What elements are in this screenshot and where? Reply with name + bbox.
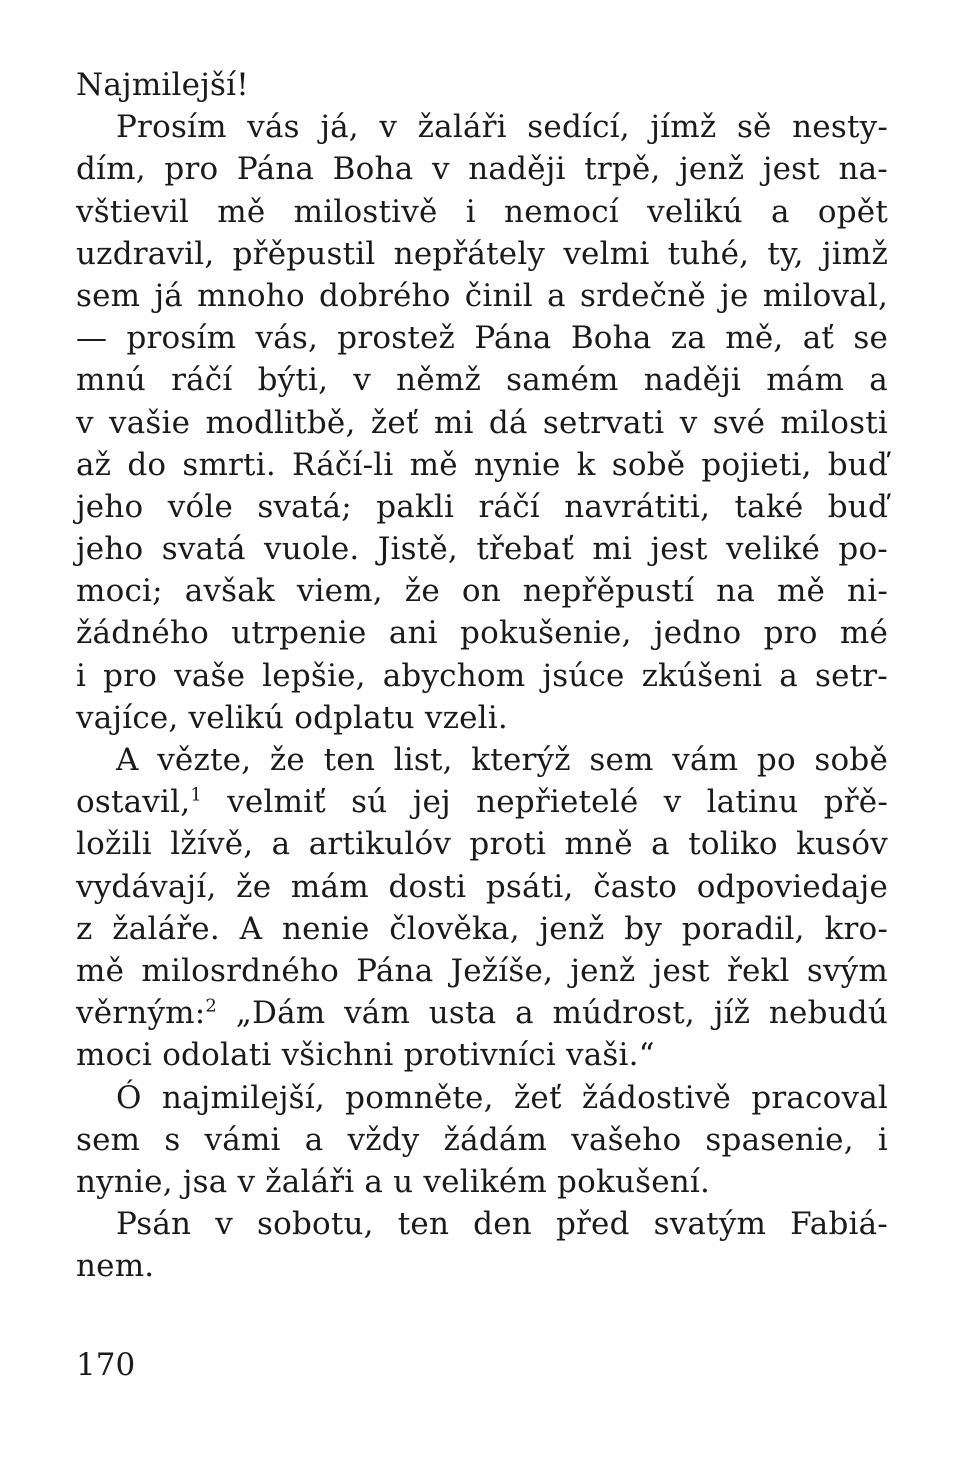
text-line: vydávají, že mám dosti psáti, často odpoviedaje: [76, 868, 888, 905]
text-segment: „Dám vám usta a múdrost, jíž nebudú: [217, 995, 888, 1032]
text-line: Ó najmilejší, pomněte, žeť žádostivě pracoval: [116, 1079, 888, 1116]
text-line: vajíce, velikú odplatu vzeli.: [76, 699, 508, 736]
text-segment: věrným:: [76, 995, 206, 1032]
letter-text: [76, 64, 888, 1287]
footnote-marker: 2: [205, 995, 218, 1017]
paragraph-3: [76, 1077, 888, 1204]
text-line: mnú ráčí býti, v němž samém naději mám a: [76, 362, 888, 399]
text-line: sem s vámi a vždy žádám vašeho spasenie, i: [76, 1121, 888, 1158]
text-line: jeho svatá vuole. Jistě, třebať mi jest veliké po-: [76, 531, 888, 568]
text-line: uzdravil, přěpustil nepřátely velmi tuhé, ty, jimž: [76, 235, 888, 272]
paragraph-1: [76, 106, 888, 739]
text-line: A vězte, že ten list, kterýž sem vám po sobě: [116, 742, 888, 778]
text-line: žádného utrpenie ani pokušenie, jedno pro mé: [76, 615, 888, 652]
text-segment: velmiť sú jej nepřietelé v latinu přě-: [201, 784, 888, 821]
text-line: vštievil mě milostivě i nemocí velikú a opět: [76, 193, 888, 230]
text-line: ložili lžívě, a artikulóv proti mně a toliko kusóv: [76, 826, 888, 863]
text-line: moci odolati všichni protivníci vaši.“: [76, 1037, 655, 1074]
text-line: jeho vóle svatá; pakli ráčí navrátiti, také buď: [76, 488, 888, 525]
salutation: Najmilejší!: [76, 67, 249, 103]
text-segment: ostavil,: [76, 784, 191, 821]
page-number: 170: [76, 1347, 136, 1383]
paragraph-2: [76, 739, 888, 1077]
text-line: v vašie modlitbě, žeť mi dá setrvati v své milosti: [76, 404, 888, 441]
text-line: Prosím vás já, v žaláři sedící, jímž sě nesty-: [116, 109, 888, 146]
text-line: nynie, jsa v žaláři a u velikém pokušení.: [76, 1163, 711, 1200]
footnote-marker: 1: [190, 784, 202, 806]
text-line: [76, 992, 888, 1034]
text-line: moci; avšak viem, že on nepřěpustí na mě ni-: [76, 573, 888, 610]
text-line: Psán v sobotu, ten den před svatým Fabiá-: [116, 1206, 888, 1243]
text-line: — prosím vás, prostež Pána Boha za mě, ať se: [76, 320, 888, 357]
text-line: sem já mnoho dobrého činil a srdečně je miloval,: [76, 277, 888, 314]
text-line: i pro vaše lepšie, abychom jsúce zkúšeni a setr-: [76, 657, 888, 694]
text-line: dím, pro Pána Boha v naději trpě, jenž jest na-: [76, 151, 888, 188]
paragraph-4: [76, 1203, 888, 1287]
text-line: z žaláře. A nenie člověka, jenž by poradil, kro-: [76, 910, 888, 947]
text-line: mě milosrdného Pána Ježíše, jenž jest řekl svým: [76, 952, 888, 989]
text-line: [76, 781, 888, 823]
text-line: nem.: [76, 1248, 155, 1285]
text-line: až do smrti. Ráčí-li mě nynie k sobě pojieti, buď: [76, 446, 888, 483]
